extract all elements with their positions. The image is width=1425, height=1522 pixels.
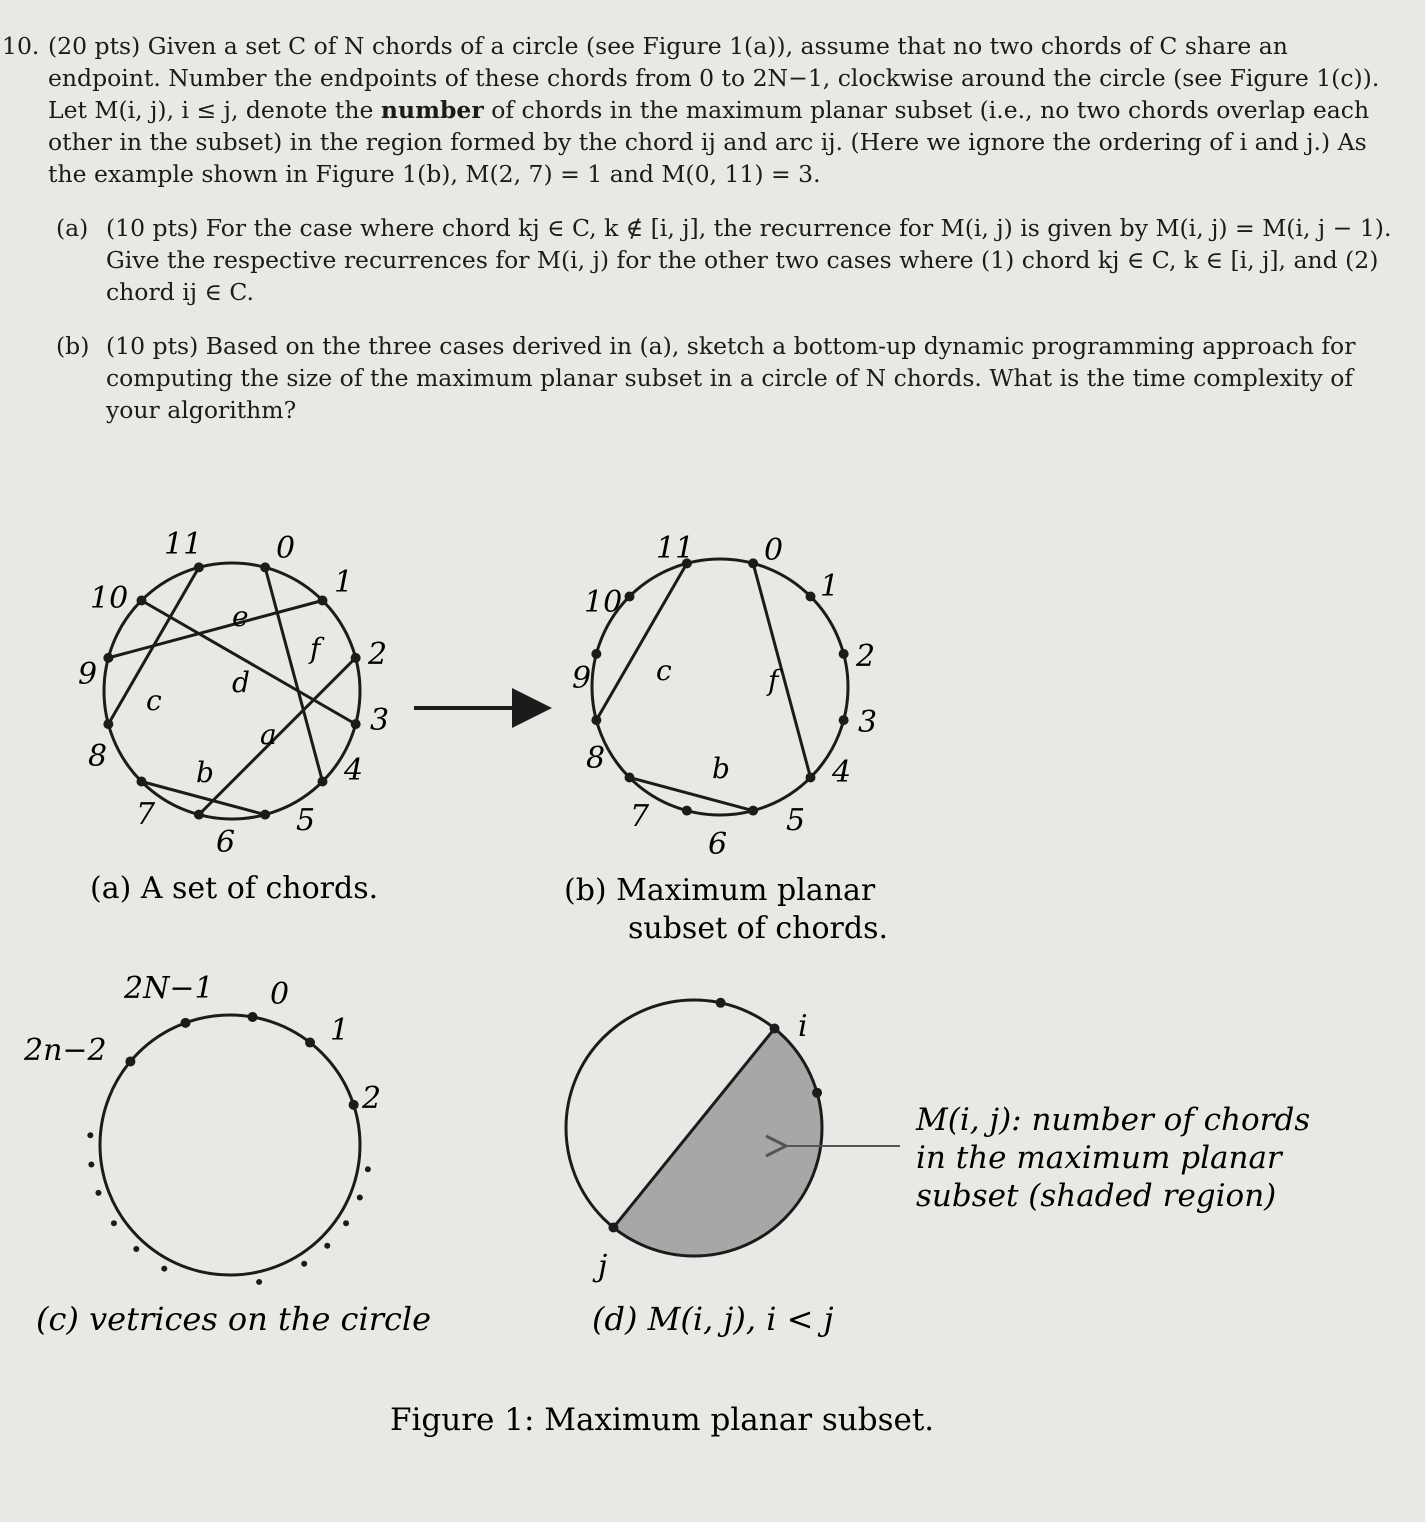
fb-label-1: 1 bbox=[820, 569, 840, 604]
figure-b-vertex-labels bbox=[572, 531, 877, 862]
fa-chord-line-a bbox=[199, 658, 356, 815]
fb-point-6 bbox=[682, 806, 692, 816]
fa-chord-c: c bbox=[146, 684, 162, 717]
fa-chord-a: a bbox=[260, 718, 277, 751]
fb-point-10 bbox=[624, 591, 634, 601]
fa-point-8 bbox=[103, 719, 113, 729]
fa-chord-b: b bbox=[196, 756, 214, 789]
fc-point-0 bbox=[248, 1012, 258, 1022]
fd-annotation-line1: M(i, j): number of chords bbox=[916, 1102, 1311, 1138]
fa-label-11: 11 bbox=[164, 527, 203, 562]
intro-bold: number bbox=[380, 96, 484, 124]
fa-label-8: 8 bbox=[88, 739, 108, 774]
fb-label-11: 11 bbox=[656, 531, 695, 566]
fa-label-7: 7 bbox=[136, 797, 156, 832]
fa-label-5: 5 bbox=[296, 803, 316, 838]
fc-ellipsis-dot-2 bbox=[343, 1220, 349, 1226]
part-a-label: (a) bbox=[56, 214, 89, 242]
fa-label-0: 0 bbox=[276, 531, 296, 566]
fb-label-5: 5 bbox=[786, 803, 806, 838]
fa-chord-e: e bbox=[232, 600, 249, 633]
fa-point-7 bbox=[136, 777, 146, 787]
fa-point-2 bbox=[351, 653, 361, 663]
fc-point-2 bbox=[349, 1100, 359, 1110]
fa-point-4 bbox=[318, 777, 328, 787]
fc-ellipsis-dot-0 bbox=[365, 1166, 371, 1172]
fb-label-6: 6 bbox=[708, 827, 728, 862]
fb-label-4: 4 bbox=[832, 755, 852, 790]
figure-b bbox=[564, 531, 888, 946]
fb-point-0 bbox=[748, 558, 758, 568]
part-a-text: (10 pts) For the case where chord kj ∈ C, k ∉ [i, j], the recurrence for M(i, j) is given by M(i, j) = M(i, j − 1). Give the respective recurrences for M(i, j) for the other two cases where (1) chord kj ∈ C, k ∈ [i, j], and (2) chord ij ∈ C. bbox=[106, 214, 1392, 306]
fa-chord-d: d bbox=[232, 666, 250, 699]
fb-label-9: 9 bbox=[572, 661, 592, 696]
fc-ellipsis-dot-11 bbox=[87, 1132, 93, 1138]
fa-point-5 bbox=[260, 810, 270, 820]
intro-text: (20 pts) Given a set C of N chords of a circle (see Figure 1(a)), assume that no two chords of C share an endpoint. Number the endpoints of these chords from 0 to 2N−1, clockwise around the circle (see Figure 1(c)). Let M(i, j), i ≤ j, denote the bbox=[48, 32, 1380, 124]
fa-label-4: 4 bbox=[344, 753, 364, 788]
figure-b-caption-line2: subset of chords. bbox=[628, 911, 889, 946]
fc-ellipsis-dot-6 bbox=[161, 1266, 167, 1272]
fb-point-1 bbox=[806, 591, 816, 601]
fb-point-2 bbox=[839, 649, 849, 659]
fc-label-2: 2 bbox=[362, 1081, 382, 1116]
fc-label-2n-2: 2n−2 bbox=[24, 1033, 107, 1068]
figure-d bbox=[566, 998, 1310, 1338]
figure-c bbox=[23, 971, 431, 1338]
figure-d-shaded-region bbox=[613, 1029, 822, 1256]
fc-ellipsis-dot-5 bbox=[256, 1279, 262, 1285]
fb-point-9 bbox=[591, 649, 601, 659]
figure-caption: Figure 1: Maximum planar subset. bbox=[390, 1402, 935, 1438]
fb-point-3 bbox=[839, 715, 849, 725]
fc-ellipsis-dot-4 bbox=[301, 1261, 307, 1267]
fa-label-1: 1 bbox=[334, 565, 354, 600]
figure-c-points bbox=[125, 1012, 358, 1110]
fb-point-4 bbox=[806, 773, 816, 783]
fb-label-2: 2 bbox=[856, 639, 876, 674]
figure-c-ellipsis-dots bbox=[87, 1132, 371, 1285]
fa-point-9 bbox=[103, 653, 113, 663]
fb-point-8 bbox=[591, 715, 601, 725]
fb-label-3: 3 bbox=[858, 705, 878, 740]
fb-chord-b: b bbox=[712, 752, 730, 785]
figure-a bbox=[78, 527, 389, 906]
fb-chord-line-f bbox=[753, 563, 810, 777]
figure-b-caption-line1: (b) Maximum planar bbox=[564, 873, 876, 908]
fc-ellipsis-dot-1 bbox=[357, 1194, 363, 1200]
fc-ellipsis-dot-8 bbox=[111, 1220, 117, 1226]
fa-label-9: 9 bbox=[78, 657, 98, 692]
fb-chord-c: c bbox=[656, 654, 672, 687]
fd-point-extra-0 bbox=[716, 998, 726, 1008]
figure-a-caption: (a) A set of chords. bbox=[90, 871, 379, 906]
fd-point-extra-1 bbox=[812, 1088, 822, 1098]
fa-point-3 bbox=[351, 719, 361, 729]
fb-label-10: 10 bbox=[584, 585, 623, 620]
part-b-text: (10 pts) Based on the three cases derived in (a), sketch a bottom-up dynamic programming approach for computing the size of the maximum planar subset in a circle of N chords. What is the time complexity of your algorithm? bbox=[106, 332, 1356, 424]
fb-label-0: 0 bbox=[764, 533, 784, 568]
fb-chord-f: f bbox=[768, 664, 779, 697]
fb-label-7: 7 bbox=[630, 799, 650, 834]
fc-label-2n-1: 2N−1 bbox=[124, 971, 214, 1006]
figure-b-chord-labels bbox=[656, 654, 783, 785]
fb-point-7 bbox=[624, 773, 634, 783]
part-b-label: (b) bbox=[56, 332, 90, 360]
fd-annotation-line3: subset (shaded region) bbox=[916, 1178, 1277, 1214]
fa-chord-line-e bbox=[108, 600, 322, 657]
fc-ellipsis-dot-9 bbox=[95, 1190, 101, 1196]
figure-c-circle bbox=[100, 1015, 360, 1275]
fd-annotation-line2: in the maximum planar bbox=[916, 1140, 1282, 1176]
fa-label-10: 10 bbox=[90, 581, 129, 616]
fc-ellipsis-dot-3 bbox=[324, 1243, 330, 1249]
fc-ellipsis-dot-10 bbox=[88, 1161, 94, 1167]
fc-ellipsis-dot-7 bbox=[133, 1246, 139, 1252]
fa-point-11 bbox=[194, 562, 204, 572]
problem-number: 10. bbox=[2, 32, 40, 60]
fa-label-6: 6 bbox=[216, 825, 236, 860]
fc-label-0: 0 bbox=[270, 977, 290, 1012]
figure-d-caption: (d) M(i, j), i < j bbox=[592, 1300, 834, 1338]
fc-point-2n-2 bbox=[125, 1056, 135, 1066]
fa-label-3: 3 bbox=[370, 703, 390, 738]
fb-label-8: 8 bbox=[586, 741, 606, 776]
fa-label-2: 2 bbox=[368, 637, 388, 672]
fa-point-6 bbox=[194, 810, 204, 820]
figure-c-caption: (c) vetrices on the circle bbox=[36, 1300, 432, 1338]
fd-point-i bbox=[770, 1024, 780, 1034]
fa-point-0 bbox=[260, 562, 270, 572]
fd-point-j bbox=[608, 1222, 618, 1232]
intro-text-rest: of chords in the maximum planar subset (i.e., no two chords overlap each other in the subset) in the region formed by the chord ij and arc ij. (Here we ignore the ordering of i and j.) As the example shown in Figure 1(b), M(2, 7) = 1 and M(0, 11) = 3. bbox=[48, 96, 1370, 188]
fa-chord-f: f bbox=[310, 632, 321, 665]
fc-label-1: 1 bbox=[330, 1013, 350, 1048]
fd-label-j: j bbox=[598, 1249, 608, 1284]
fc-point-2n-1 bbox=[181, 1018, 191, 1028]
fa-point-1 bbox=[318, 595, 328, 605]
fc-point-1 bbox=[305, 1038, 315, 1048]
fb-point-5 bbox=[748, 806, 758, 816]
fa-point-10 bbox=[136, 595, 146, 605]
fd-label-i: i bbox=[798, 1009, 808, 1044]
